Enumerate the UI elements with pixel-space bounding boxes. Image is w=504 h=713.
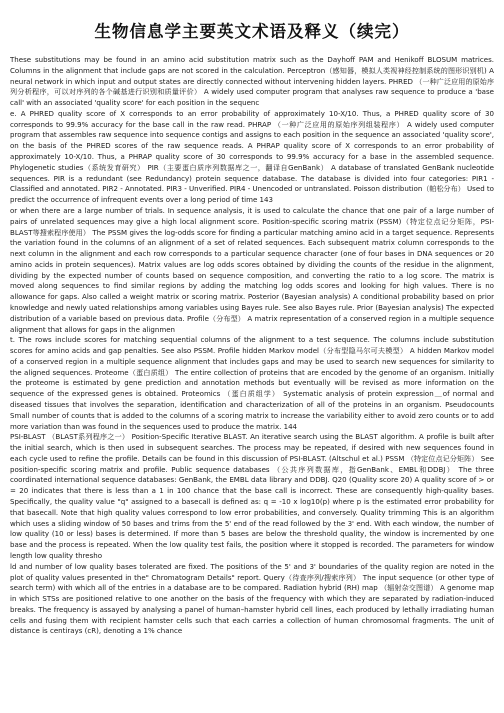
- article-body: [10, 55, 494, 707]
- body-paragraph: ld and number of low quality bases tolerated are fixed. The positions of the 5' and 3' boundaries of the quality region are noted in the plot of quality values presented in the" Chromatogram Details" report. Query（待查序列/搜索序列） The input sequence (or other type of search term) with which all of the entries in a database are to be compared. Radiation hybrid (RH) map （辐射杂交图谱） A genome map in which STSs are positioned relative to one another on the basis of the frequency with which they are separated by radiation-induced breaks. The frequency is assayed by analysing a panel of human–hamster hybrid cell lines, each produced by lethally irradiating human cells and fusing them with recipient hamster cells such that each carries a collection of human chromosomal fragments. The unit of distance is centirays (cR), denoting a 1% chance: [10, 561, 494, 636]
- body-paragraph: or when there are a large number of trials. In sequence analysis, it is used to calculate the chance that one pair of a large number of pairs of unrelated sequences may give a high local alignment score. Position-specific scoring matrix (PSSM)（特定位点记分矩阵，PSI-BLAST等搜索程序使用） The PSSM gives the log-odds score for finding a particular matching amino acid in a target sequence. Represents the variation found in the columns of an alignment of a set of related sequences. Each subsequent matrix column corresponds to the next column in the alignment and each row corresponds to a particular sequence character (one of four bases in DNA sequences or 20 amino acids in protein sequences). Matrix values are log odds scores obtained by dividing the counts of the residue in the alignment, dividing by the expected number of counts based on sequence composition, and converting the ratio to a log score. The matrix is moved along sequences to find similar regions by adding the matching log odds scores and looking for high values. There is no allowance for gaps. Also called a weight matrix or scoring matrix. Posterior (Bayesian analysis) A conditional probability based on prior knowledge and newly uated relationships among variables using Bayes rule. See also Bayes rule. Prior (Bayesian analysis) The expected distribution of a variable based on previous data. Profile（分布型） A matrix representation of a conserved region in a multiple sequence alignment that allows for gaps in the alignmen: [10, 205, 494, 334]
- body-paragraph: e. A PHRED quality score of X corresponds to an error probability of approximately 10-X/10. Thus, a PHRED quality score of 30 corresponds to 99.9% accuracy for the base call in the raw read. PHRAP （一种广泛应用的原始序列组装程序） A widely used computer program that assembles raw sequence into sequence contigs and assigns to each position in the sequence an associated 'quality score', on the basis of the PHRED scores of the raw sequence reads. A PHRAP quality score of X corresponds to an error probability of approximately 10-X/10. Thus, a PHRAP quality score of 30 corresponds to 99.9% accuracy for a base in the assembled sequence. Phylogenetic studies（系统发育研究） PIR（主要蛋白质序列数据库之一，翻译自GenBank） A database of translated GenBank nucleotide sequences. PIR is a redundant (see Redundancy) protein sequence database. The database is divided into four categories: PIR1 - Classified and annotated. PIR2 - Annotated. PIR3 - Unverified. PIR4 - Unencoded or untranslated. Poisson distribution（帕松分布） Used to predict the occurrence of infrequent events over a long period of time 143: [10, 108, 494, 205]
- body-paragraph: These substitutions may be found in an amino acid substitution matrix such as the Dayhoff PAM and Henikoff BLOSUM matrices. Columns in the alignment that include gaps are not scored in the calculation. Perceptron（感知器，模拟人类视神经控制系统的图形识别机) A neural network in which input and output states are directly connected without intervening hidden layers. PHRED （一种广泛应用的原始序列分析程序，可以对序列的各个碱基进行识别和质量评价） A widely used computer program that analyses raw sequence to produce a 'base call' with an associated 'quality score' for each position in the sequenc: [10, 55, 494, 108]
- body-paragraph: PSI-BLAST （BLAST系列程序之一） Position-Specific Iterative BLAST. An iterative search using the BLAST algorithm. A profile is built after the initial search, which is then used in subsequent searches. The process may be repeated, if desired with new sequences found in each cycle used to refine the profile. Details can be found in this discussion of PSI-BLAST. (Altschul et al.) PSSM （特定位点记分矩阵） See position-specific scoring matrix and profile. Public sequence databases （公共序列数据库，指GenBank、EMBL和DDBJ） The three coordinated international sequence databases: GenBank, the EMBL data library and DDBJ. Q20 (Quality score 20) A quality score of > or = 20 indicates that there is less than a 1 in 100 chance that the base call is incorrect. These are consequently high-quality bases. Specifically, the quality value "q" assigned to a basecall is defined as: q = -10 x log10(p) where p is the estimated error probability for that basecall. Note that high quality values correspond to low error probabilities, and conversely. Quality trimming This is an algorithm which uses a sliding window of 50 bases and trims from the 5' end of the read followed by the 3' end. With each window, the number of low quality (10 or less) bases is determined. If more than 5 bases are below the threshold quality, the window is incremented by one base and the process is repeated. When the low quality test fails, the position where it stopped is recorded. The parameters for window length low quality thresho: [10, 432, 494, 560]
- body-paragraph: t. The rows include scores for matching sequential columns of the alignment to a test sequence. The columns include substitution scores for amino acids and gap penalties. See also PSSM. Profile hidden Markov model（分布型隐马尔可夫模型） A hidden Markov model of a conserved region in a multiple sequence alignment that includes gaps and may be used to search new sequences for similarity to the aligned sequences. Proteome（蛋白质组） The entire collection of proteins that are encoded by the genome of an organism. Initially the proteome is estimated by gene prediction and annotation methods but eventually will be revised as more information on the sequence of the expressed genes is obtained. Proteomics （蛋白质组学） Systematic analysis of protein expression＿of normal and diseased tissues that involves the separation, identification and characterization of all of the proteins in an organism. Pseudocounts Small number of counts that is added to the columns of a scoring matrix to increase the variability either to avoid zero counts or to add more variation than was found in the sequences used to produce the matrix. 144: [10, 335, 494, 431]
- page-title: 生物信息学主要英文术语及释义（续完）: [94, 22, 410, 41]
